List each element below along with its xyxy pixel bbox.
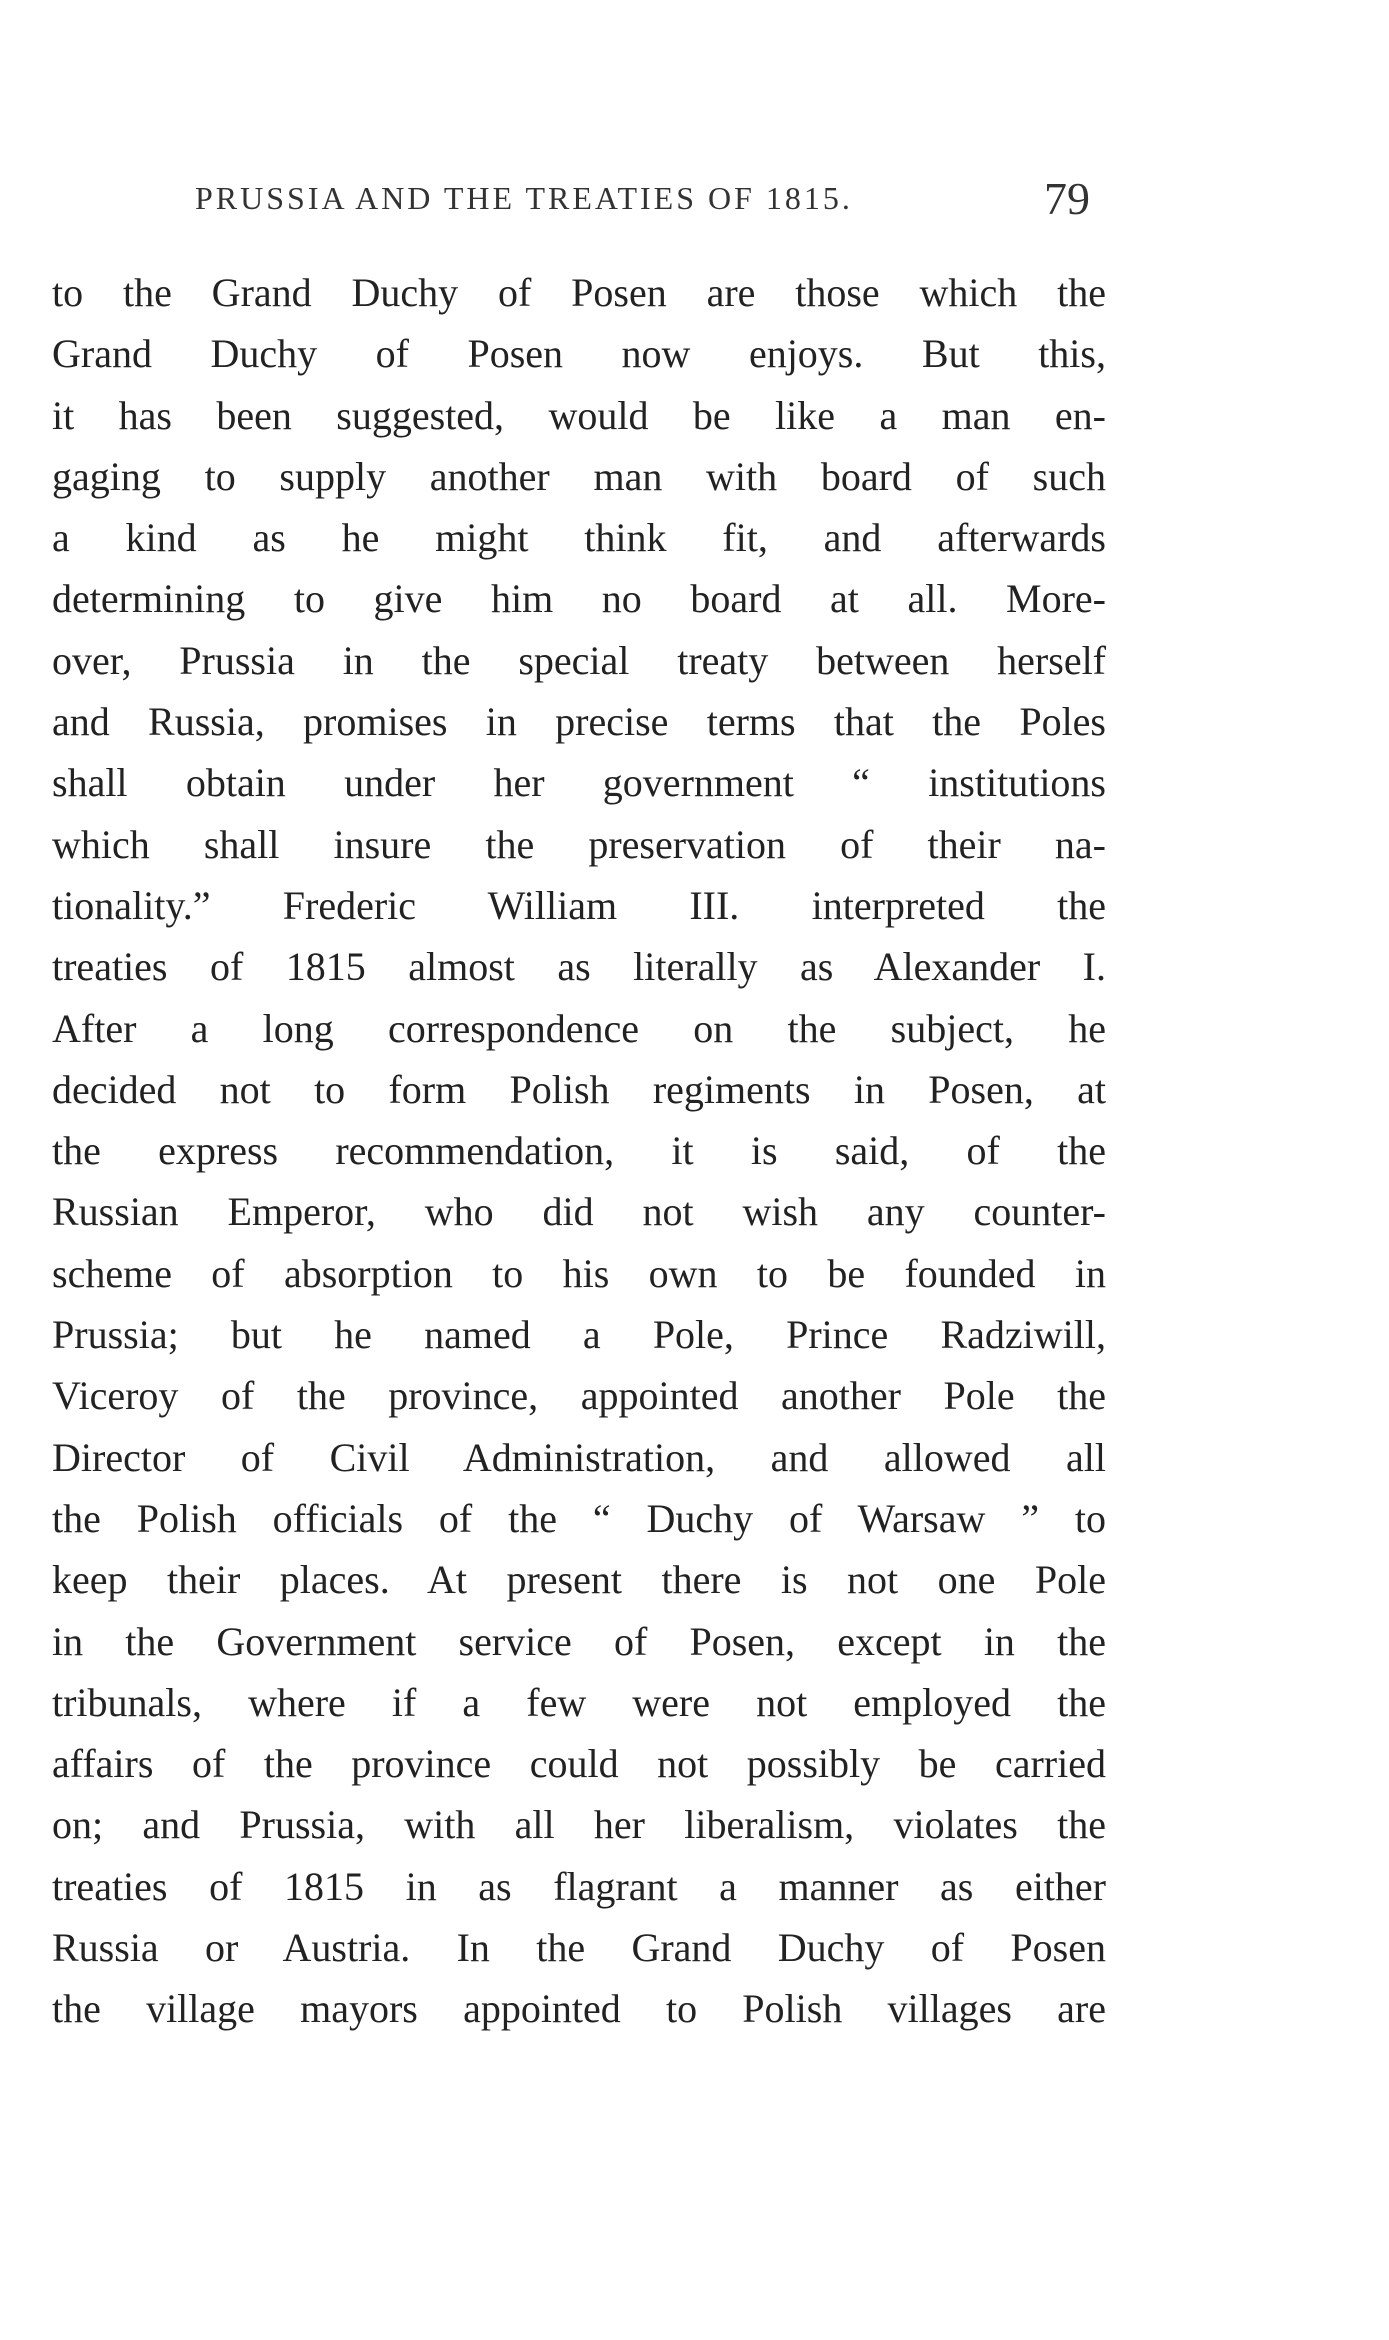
text-line: on; and Prussia, with all her liberalism, violates the (52, 1802, 1106, 1848)
text-line: tionality.” Frederic William III. interpreted the (52, 882, 1106, 928)
text-line: treaties of 1815 in as flagrant a manner as either (52, 1863, 1106, 1909)
text-line: affairs of the province could not possibly be carried (52, 1741, 1106, 1787)
text-line: the village mayors appointed to Polish villages are (52, 1986, 1106, 2032)
text-line: which shall insure the preservation of their na- (52, 821, 1106, 867)
text-line: treaties of 1815 almost as literally as Alexander I. (52, 944, 1106, 990)
text-line: the express recommendation, it is said, of the (52, 1128, 1106, 1174)
text-line: to the Grand Duchy of Posen are those which the (52, 270, 1106, 315)
text-line: shall obtain under her government “ institutions (52, 760, 1106, 806)
text-line: Viceroy of the province, appointed another Pole the (52, 1373, 1106, 1419)
running-head (195, 172, 1090, 232)
body-text (52, 262, 1106, 2040)
text-line: it has been suggested, would be like a man en- (52, 392, 1106, 438)
text-line: Grand Duchy of Posen now enjoys. But this, (52, 331, 1106, 377)
text-line: decided not to form Polish regiments in Posen, at (52, 1066, 1106, 1112)
text-line: over, Prussia in the special treaty between herself (52, 637, 1106, 683)
text-line: a kind as he might think fit, and afterwards (52, 515, 1106, 561)
page-number: 79 (1044, 173, 1090, 224)
text-line: in the Government service of Posen, except in the (52, 1618, 1106, 1664)
running-title: PRUSSIA AND THE TREATIES OF 1815. (195, 180, 853, 216)
text-line: Prussia; but he named a Pole, Prince Radziwill, (52, 1312, 1106, 1358)
text-line: gaging to supply another man with board of such (52, 453, 1106, 499)
text-line: determining to give him no board at all. More- (52, 576, 1106, 622)
text-line: Director of Civil Administration, and allowed all (52, 1434, 1106, 1480)
text-line: Russia or Austria. In the Grand Duchy of Posen (52, 1925, 1106, 1971)
text-line: After a long correspondence on the subject, he (52, 1005, 1106, 1051)
text-line: scheme of absorption to his own to be founded in (52, 1250, 1106, 1296)
text-line: and Russia, promises in precise terms that the Poles (52, 699, 1106, 745)
text-line: keep their places. At present there is not one Pole (52, 1557, 1106, 1603)
text-line: the Polish officials of the “ Duchy of Warsaw ” to (52, 1495, 1106, 1541)
text-line: tribunals, where if a few were not employed the (52, 1679, 1106, 1725)
text-line: Russian Emperor, who did not wish any counter- (52, 1189, 1106, 1235)
